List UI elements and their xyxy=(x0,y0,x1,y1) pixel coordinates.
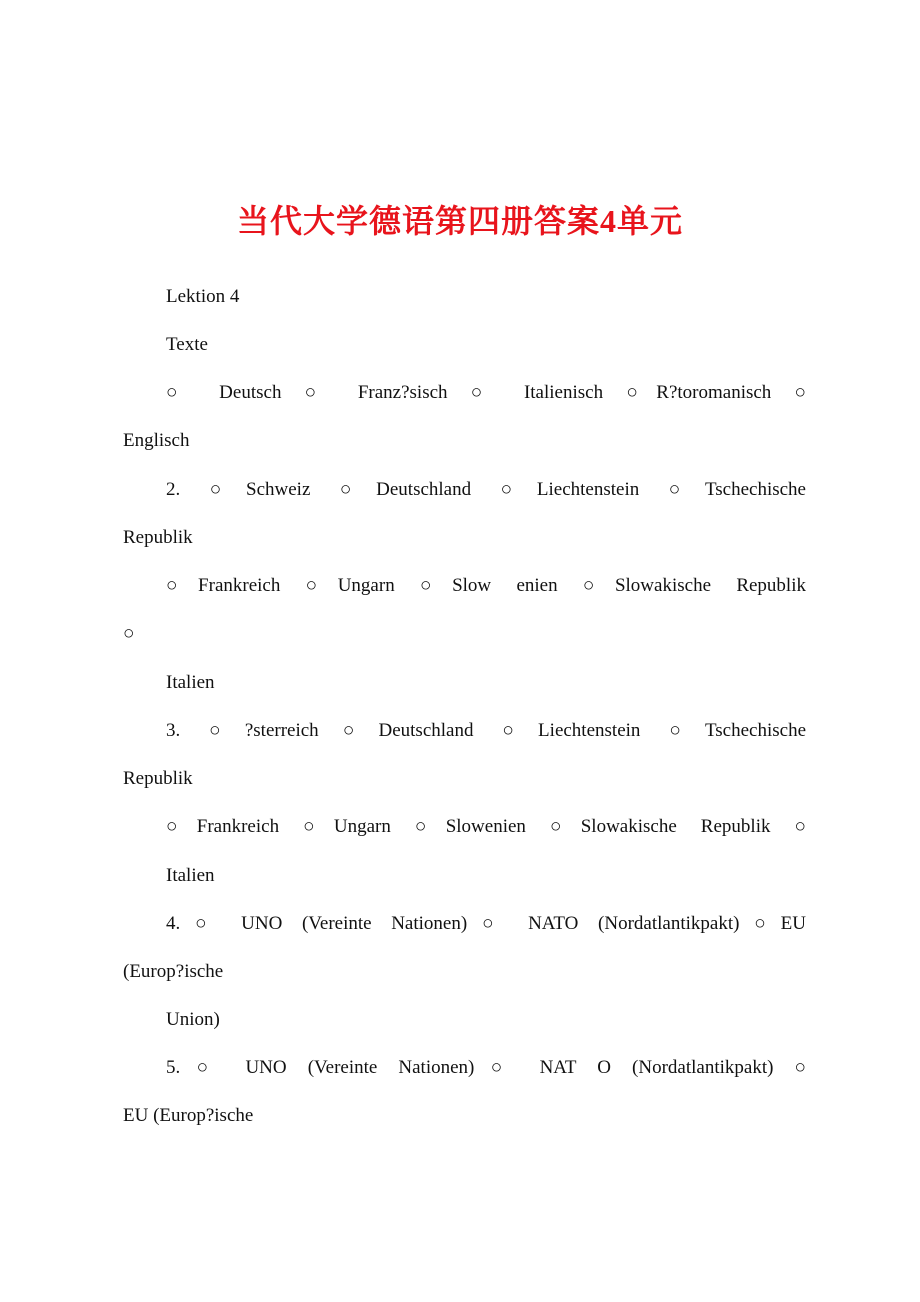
answer-line: 3. ○?sterreich○Deutschland ○Liechtenstein ○Tschechische xyxy=(166,720,806,741)
answer-line: Englisch xyxy=(123,430,190,451)
answer-line: (Europ?ische xyxy=(123,961,224,982)
document-title: 当代大学德语第四册答案4单元 xyxy=(236,203,683,239)
answer-line: 5.○ UNO (Vereinte Nationen)○ NAT O (Nordatlantikpakt) ○ xyxy=(166,1057,806,1078)
answer-line: 4.○ UNO (Vereinte Nationen)○ NATO (Nordatlantikpakt)○EU xyxy=(166,913,806,934)
answer-line: ○Frankreich ○Ungarn ○Slowenien ○Slowakische Republik ○ xyxy=(166,816,806,837)
answer-line: Italien xyxy=(166,672,215,693)
answer-line: Union) xyxy=(166,1009,220,1030)
answer-line: 2. ○Schweiz ○Deutschland ○Liechtenstein ○Tschechische xyxy=(166,479,806,500)
answer-line: Republik xyxy=(123,527,193,548)
lesson-heading: Lektion 4 xyxy=(166,286,240,307)
answer-line: ○ xyxy=(123,623,135,644)
answer-line: ○Frankreich ○Ungarn ○Slow enien ○Slowakische Republik xyxy=(166,575,806,596)
answer-line: Italien xyxy=(166,865,215,886)
answer-line: ○ Deutsch ○ Franz?sisch ○ Italienisch ○R?toromanisch ○ xyxy=(166,382,806,403)
answer-line: Republik xyxy=(123,768,193,789)
answer-line: EU (Europ?ische xyxy=(123,1105,254,1126)
section-heading: Texte xyxy=(166,334,208,355)
